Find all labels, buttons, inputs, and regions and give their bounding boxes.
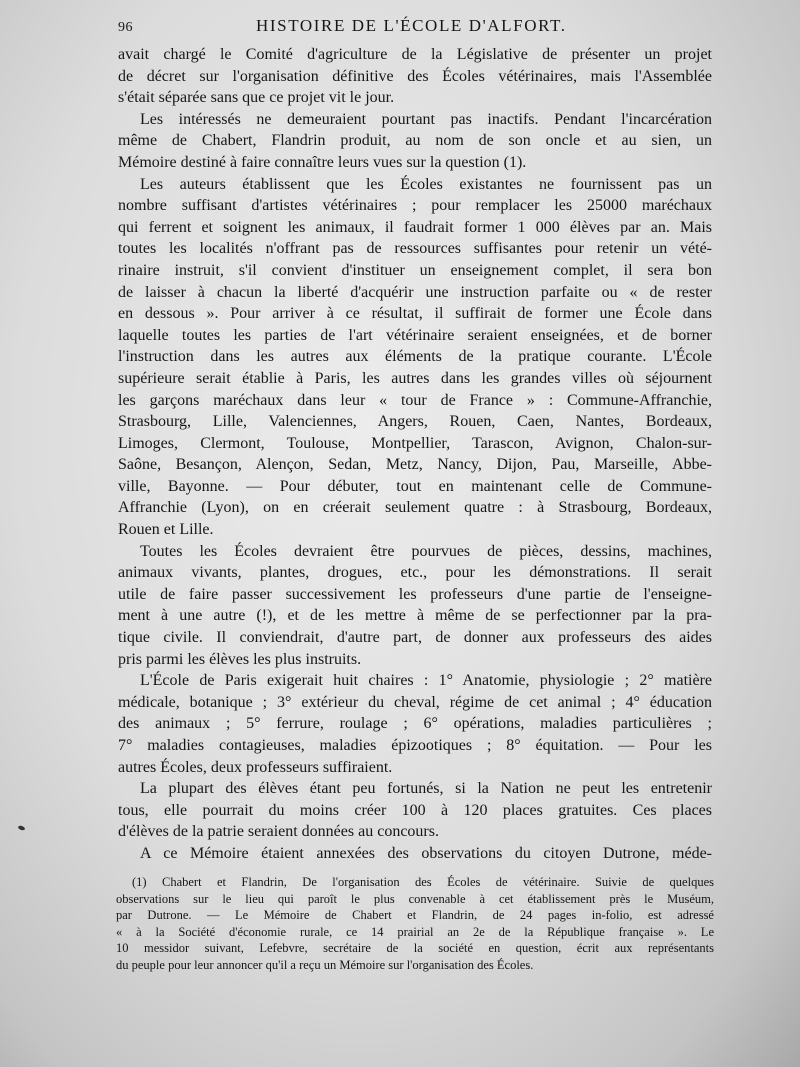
text-line: 7° maladies contagieuses, maladies épizootiques ; 8° équitation. — Pour les xyxy=(118,737,712,754)
text-line: de décret sur l'organisation définitive des Écoles vétérinaires, mais l'Assemblée xyxy=(118,67,712,85)
text-line: s'était séparée sans que ce projet vit le jour. xyxy=(118,89,395,107)
text-line: Mémoire destiné à faire connaître leurs vues sur la question (1). xyxy=(118,153,527,171)
text-line: autres Écoles, deux professeurs suffiraient. xyxy=(118,758,393,776)
text-line: en dessous ». Pour arriver à ce résultat, il suffirait de former une École dans xyxy=(118,305,712,323)
text-line: animaux vivants, plantes, drogues, etc., pour les démonstrations. Il serait xyxy=(118,564,712,582)
text-line: tique civile. Il conviendrait, d'autre part, de donner aux professeurs des aides xyxy=(118,629,712,647)
text-line: utile de faire passer successivement les professeurs d'une partie de l'enseigne- xyxy=(118,585,712,603)
text-line: ment à une autre (!), et de les mettre à même de se perfectionner par la pra- xyxy=(118,607,712,625)
text-line: qui ferrent et soignent les animaux, il faudrait former 1 000 élèves par an. Mais xyxy=(118,218,712,236)
text-line: médicale, botanique ; 3° extérieur du cheval, régime de cet animal ; 4° éducation xyxy=(118,693,712,711)
text-line: toutes les localités n'offrant pas de ressources suffisantes pour retenir un vété- xyxy=(118,240,712,258)
text-line: d'élèves de la patrie seraient données au concours. xyxy=(118,823,439,841)
text-line: tous, elle pourrait du moins créer 100 à 120 places gratuites. Ces places xyxy=(118,801,712,819)
text-line: Limoges, Clermont, Toulouse, Montpellier, Tarascon, Avignon, Chalon-sur- xyxy=(118,434,712,452)
text-line: A ce Mémoire étaient annexées des observations du citoyen Dutrone, méde- xyxy=(140,844,712,862)
text-line: ville, Bayonne. — Pour débuter, tout en maintenant celle de Commune- xyxy=(118,477,712,495)
footnote-line: 10 messidor suivant, Lefebvre, secrétaire de la société en question, écrit aux représentants xyxy=(116,941,714,955)
text-line: Les auteurs établissent que les Écoles existantes ne fournissent pas un xyxy=(140,175,712,193)
text-line: laquelle toutes les parties de l'art vétérinaire seraient enseignées, et de borner xyxy=(118,326,712,344)
footnote-line: du peuple pour leur annoncer qu'il a reçu un Mémoire sur l'organisation des Écoles. xyxy=(116,957,534,972)
text-line: supérieure serait établie à Paris, les autres dans les grandes villes où séjournent xyxy=(118,369,712,387)
footnote-line: « à la Société d'économie rurale, ce 14 prairial an 2e de la République française ». Le xyxy=(116,924,714,939)
text-line: de laisser à chacun la liberté d'acquérir une instruction parfaite ou « de rester xyxy=(118,283,712,301)
footnote-line: observations sur le lieu qui paroît le plus convenable à cet établissement près le Muséum, xyxy=(116,891,714,906)
footnotes xyxy=(116,874,714,973)
text-line: Saône, Besançon, Alençon, Sedan, Metz, Nancy, Dijon, Pau, Marseille, Abbe- xyxy=(118,456,712,474)
text-line: Toutes les Écoles devraient être pourvues de pièces, dessins, machines, xyxy=(140,542,712,560)
page-header xyxy=(118,14,718,38)
text-line: l'instruction dans les autres aux éléments de la pratique courante. L'École xyxy=(118,348,712,366)
page-number: 96 xyxy=(118,20,133,35)
footnote-line: par Dutrone. — Le Mémoire de Chabert et Flandrin, de 24 pages in-folio, est adressé xyxy=(116,908,714,922)
running-title: HISTOIRE DE L'ÉCOLE D'ALFORT. xyxy=(256,16,567,35)
text-line: les garçons maréchaux dans leur « tour de France » : Commune-Affranchie, xyxy=(118,391,712,409)
text-line: Affranchie (Lyon), on en créerait seulement quatre : à Strasbourg, Bordeaux, xyxy=(118,499,712,517)
text-line: pris parmi les élèves les plus instruits. xyxy=(118,650,362,668)
text-line: avait chargé le Comité d'agriculture de la Législative de présenter un projet xyxy=(118,46,712,63)
text-line: La plupart des élèves étant peu fortunés, si la Nation ne peut les entretenir xyxy=(140,780,712,798)
text-line: Strasbourg, Lille, Valenciennes, Angers, Rouen, Caen, Nantes, Bordeaux, xyxy=(118,413,712,431)
text-line: Rouen et Lille. xyxy=(118,521,214,539)
footnote-line: (1) Chabert et Flandrin, De l'organisation des Écoles de vétérinaire. Suivie de quelques xyxy=(132,875,714,889)
body-text xyxy=(118,44,712,865)
text-line: même de Chabert, Flandrin produit, au nom de son oncle et au sien, un xyxy=(118,132,712,150)
text-line: nombre suffisant d'artistes vétérinaires ; pour remplacer les 25000 maréchaux xyxy=(118,197,712,215)
text-line: rinaire instruit, s'il convient d'instituer un enseignement complet, il sera bon xyxy=(118,261,712,279)
ink-speck xyxy=(18,825,26,831)
text-line: Les intéressés ne demeuraient pourtant pas inactifs. Pendant l'incarcération xyxy=(140,110,712,128)
text-line: L'École de Paris exigerait huit chaires : 1° Anatomie, physiologie ; 2° matière xyxy=(140,672,712,690)
text-line: des animaux ; 5° ferrure, roulage ; 6° opérations, maladies particulières ; xyxy=(118,715,712,733)
